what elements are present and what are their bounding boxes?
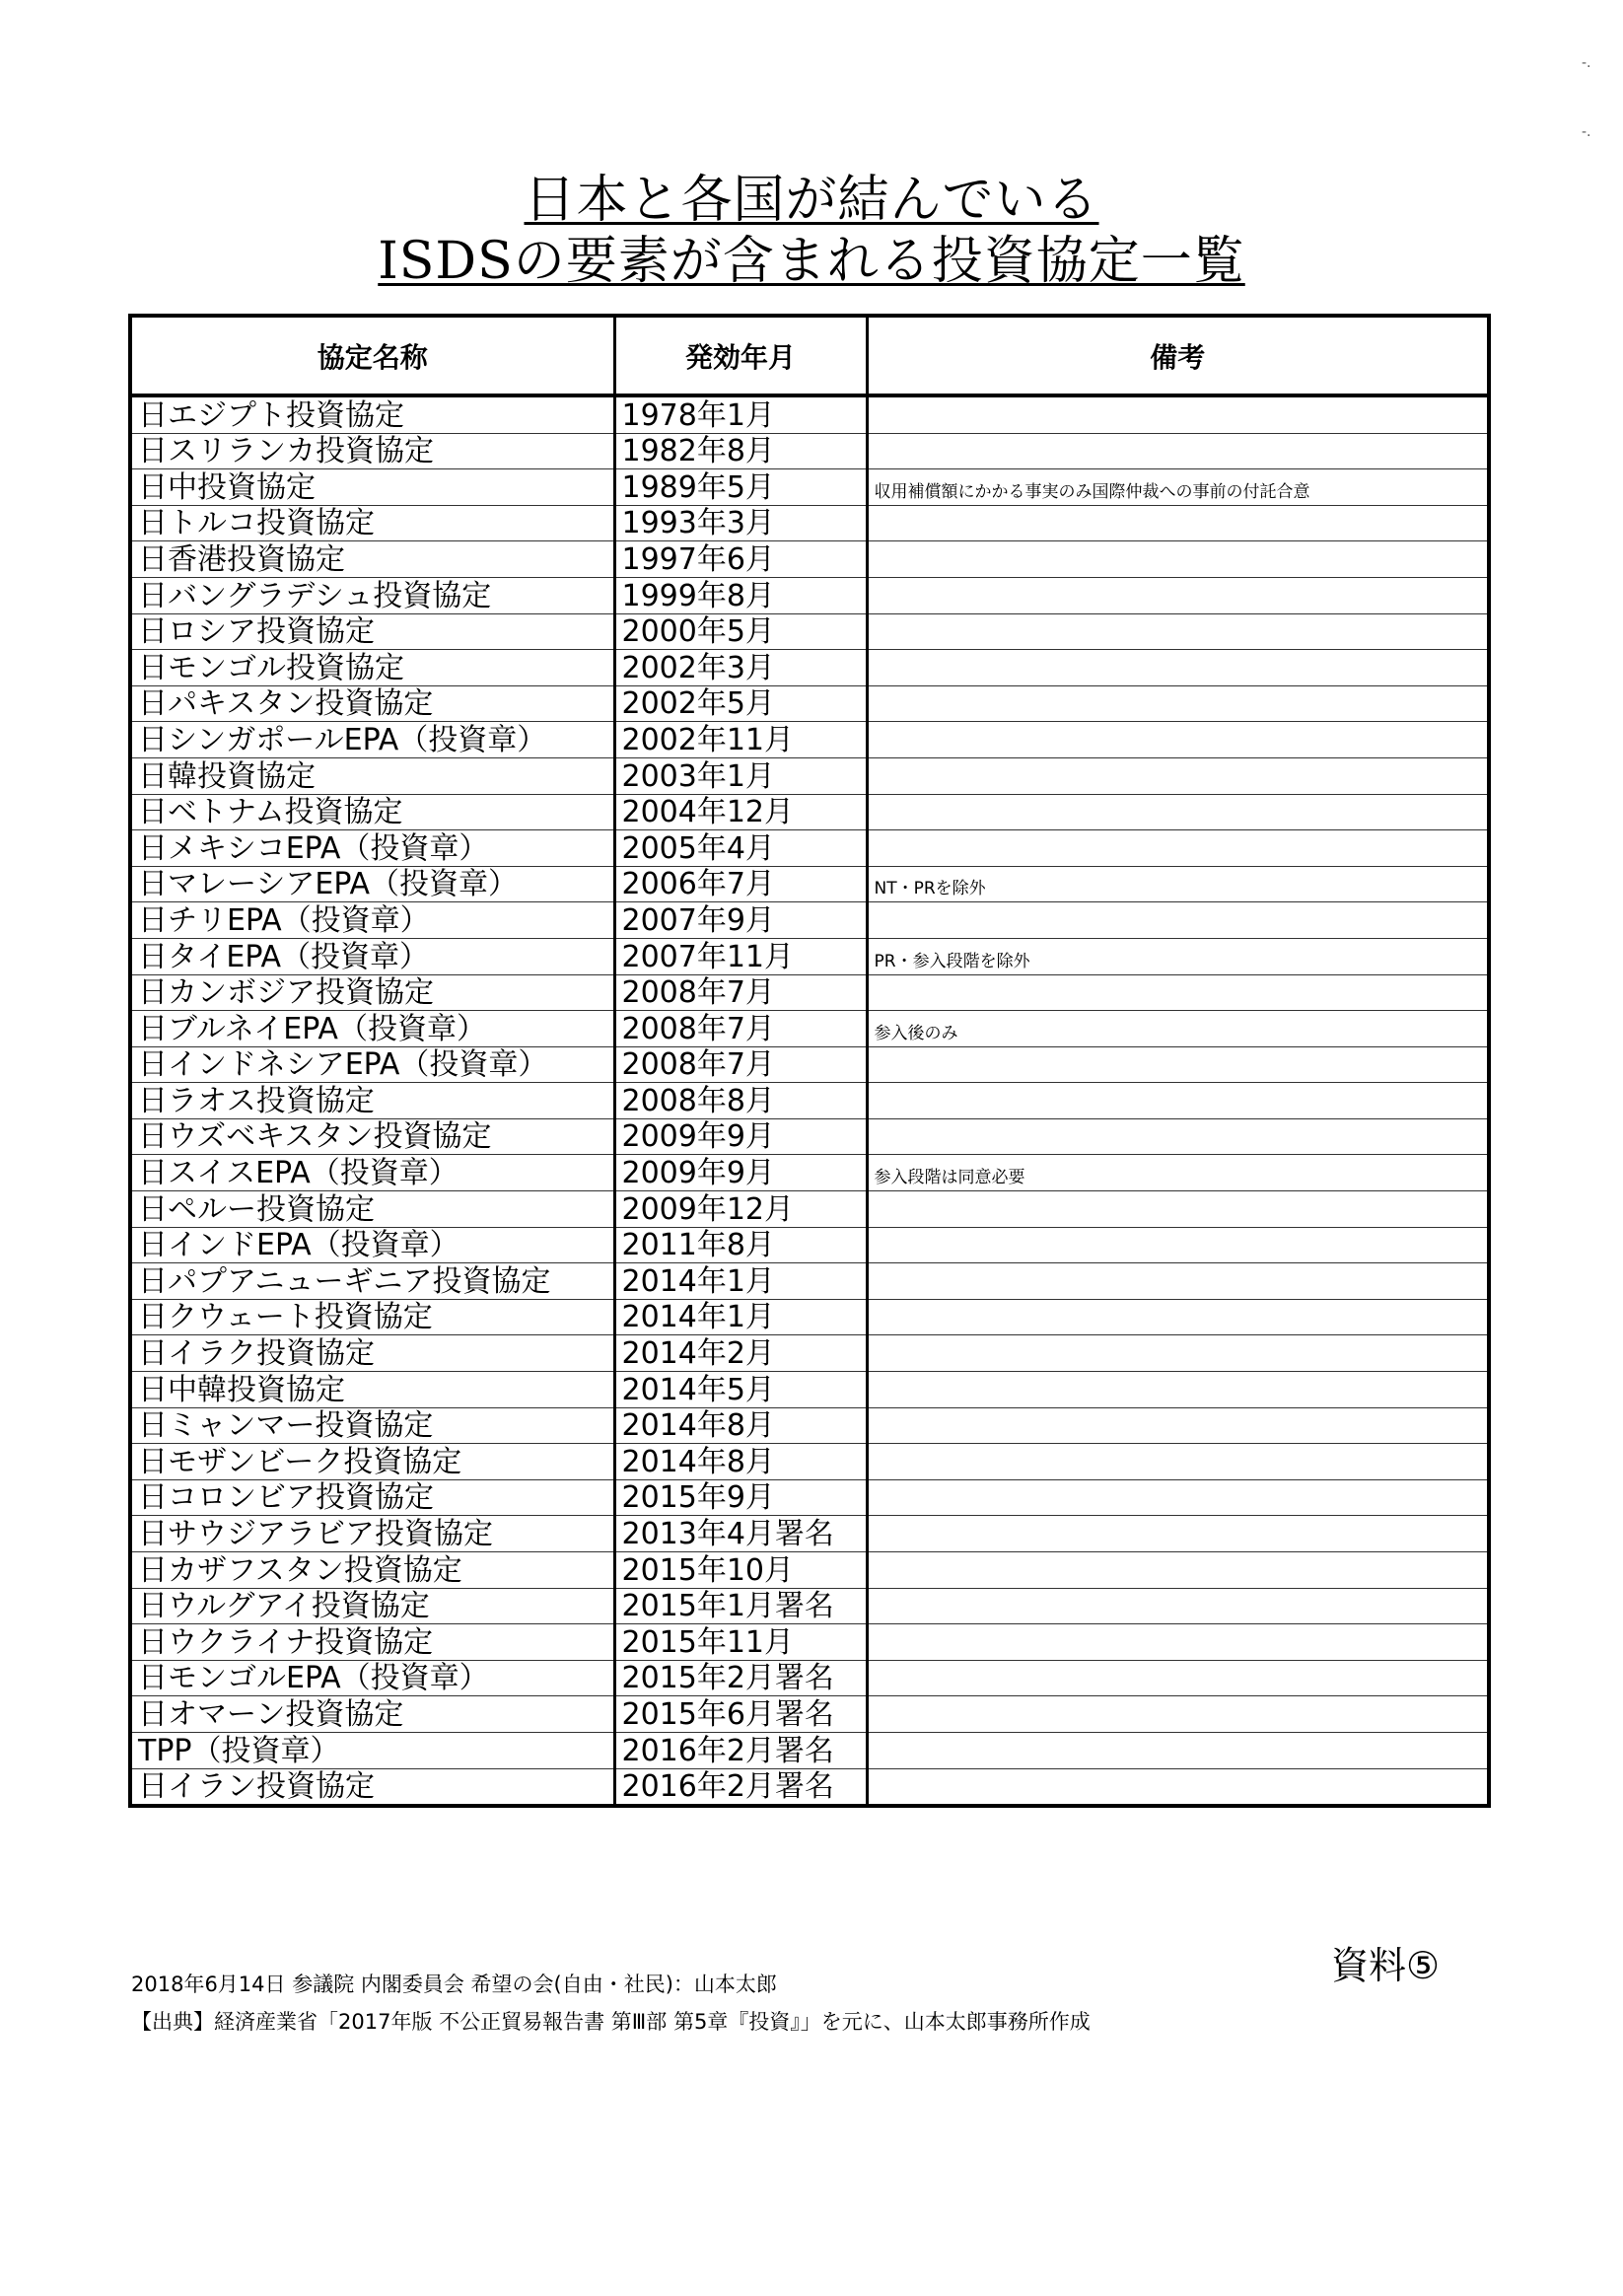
agreement-name-cell: 日モンゴルEPA（投資章） [130, 1660, 614, 1696]
agreement-name-cell: 日香港投資協定 [130, 541, 614, 578]
table-row [130, 757, 1489, 794]
table-row [130, 433, 1489, 469]
effective-date-cell: 1999年8月 [614, 577, 867, 613]
effective-date-cell: 2014年8月 [614, 1407, 867, 1444]
effective-date-cell: 2013年4月署名 [614, 1516, 867, 1552]
remarks-cell [867, 1696, 1489, 1733]
effective-date-cell: 1997年6月 [614, 541, 867, 578]
effective-date-cell: 2015年2月署名 [614, 1660, 867, 1696]
remarks-cell [867, 1552, 1489, 1589]
agreement-name-cell: 日シンガポールEPA（投資章） [130, 722, 614, 758]
table-row [130, 1046, 1489, 1083]
header-effective-date: 発効年月 [614, 316, 867, 395]
table-row [130, 1552, 1489, 1589]
effective-date-cell: 2014年8月 [614, 1444, 867, 1480]
remarks-cell [867, 830, 1489, 867]
agreement-name-cell: 日中投資協定 [130, 469, 614, 506]
effective-date-cell: 2015年9月 [614, 1479, 867, 1516]
table-row [130, 1335, 1489, 1372]
agreement-name-cell: 日インドネシアEPA（投資章） [130, 1046, 614, 1083]
remarks-cell [867, 1624, 1489, 1661]
agreement-name-cell: 日韓投資協定 [130, 757, 614, 794]
scan-mark: -. [1582, 124, 1591, 140]
agreement-name-cell: 日スイスEPA（投資章） [130, 1155, 614, 1191]
effective-date-cell: 2011年8月 [614, 1227, 867, 1263]
table-row [130, 1407, 1489, 1444]
table-row [130, 1263, 1489, 1300]
effective-date-cell: 2009年9月 [614, 1118, 867, 1155]
agreement-name-cell: 日ウズベキスタン投資協定 [130, 1118, 614, 1155]
effective-date-cell: 2015年10月 [614, 1552, 867, 1589]
table-row [130, 974, 1489, 1011]
agreement-name-cell: 日チリEPA（投資章） [130, 902, 614, 939]
effective-date-cell: 2003年1月 [614, 757, 867, 794]
remarks-cell [867, 974, 1489, 1011]
table-row [130, 866, 1489, 902]
effective-date-cell: 2014年5月 [614, 1372, 867, 1408]
table-row [130, 1660, 1489, 1696]
table-row [130, 1588, 1489, 1624]
remarks-cell [867, 505, 1489, 541]
table-row [130, 505, 1489, 541]
agreement-name-cell: 日トルコ投資協定 [130, 505, 614, 541]
agreement-name-cell: 日バングラデシュ投資協定 [130, 577, 614, 613]
agreement-name-cell: 日モザンビーク投資協定 [130, 1444, 614, 1480]
remarks-cell [867, 1118, 1489, 1155]
agreement-name-cell: 日コロンビア投資協定 [130, 1479, 614, 1516]
effective-date-cell: 2008年7月 [614, 1046, 867, 1083]
remarks-cell: NT・PRを除外 [867, 866, 1489, 902]
agreement-name-cell: 日スリランカ投資協定 [130, 433, 614, 469]
effective-date-cell: 2005年4月 [614, 830, 867, 867]
title-line-1: 日本と各国が結んでいる [524, 171, 1099, 230]
table-row [130, 794, 1489, 830]
effective-date-cell: 2014年1月 [614, 1299, 867, 1335]
header-agreement-name: 協定名称 [130, 316, 614, 395]
agreement-name-cell: 日カンボジア投資協定 [130, 974, 614, 1011]
table-row [130, 613, 1489, 650]
remarks-cell [867, 1191, 1489, 1228]
agreement-name-cell: 日ペルー投資協定 [130, 1191, 614, 1228]
effective-date-cell: 1978年1月 [614, 395, 867, 433]
table-row [130, 685, 1489, 722]
effective-date-cell: 2007年9月 [614, 902, 867, 939]
effective-date-cell: 2008年7月 [614, 1011, 867, 1047]
remarks-cell [867, 433, 1489, 469]
agreement-name-cell: 日サウジアラビア投資協定 [130, 1516, 614, 1552]
remarks-cell [867, 722, 1489, 758]
effective-date-cell: 2008年8月 [614, 1083, 867, 1119]
effective-date-cell: 2014年2月 [614, 1335, 867, 1372]
remarks-cell [867, 1407, 1489, 1444]
agreement-name-cell: 日モンゴル投資協定 [130, 650, 614, 686]
agreement-name-cell: 日イラン投資協定 [130, 1768, 614, 1806]
remarks-cell [867, 757, 1489, 794]
effective-date-cell: 2009年12月 [614, 1191, 867, 1228]
agreement-name-cell: 日メキシコEPA（投資章） [130, 830, 614, 867]
table-body [130, 395, 1489, 1806]
effective-date-cell: 2016年2月署名 [614, 1768, 867, 1806]
table-row [130, 1299, 1489, 1335]
remarks-cell [867, 1227, 1489, 1263]
table-row [130, 1083, 1489, 1119]
remarks-cell [867, 650, 1489, 686]
agreement-name-cell: 日ロシア投資協定 [130, 613, 614, 650]
agreement-name-cell: 日ミャンマー投資協定 [130, 1407, 614, 1444]
effective-date-cell: 1993年3月 [614, 505, 867, 541]
agreement-name-cell: 日ラオス投資協定 [130, 1083, 614, 1119]
document-title [0, 170, 1623, 292]
remarks-cell [867, 1046, 1489, 1083]
table-row [130, 938, 1489, 974]
document-label: 資料⑤ [1331, 1944, 1441, 1987]
agreement-name-cell: 日ウルグアイ投資協定 [130, 1588, 614, 1624]
remarks-cell [867, 794, 1489, 830]
agreement-name-cell: 日パキスタン投資協定 [130, 685, 614, 722]
effective-date-cell: 2015年6月署名 [614, 1696, 867, 1733]
effective-date-cell: 2002年11月 [614, 722, 867, 758]
agreement-name-cell: 日マレーシアEPA（投資章） [130, 866, 614, 902]
table-row [130, 650, 1489, 686]
agreement-name-cell: 日エジプト投資協定 [130, 395, 614, 433]
table-row [130, 1516, 1489, 1552]
effective-date-cell: 2014年1月 [614, 1263, 867, 1300]
effective-date-cell: 2008年7月 [614, 974, 867, 1011]
effective-date-cell: 1982年8月 [614, 433, 867, 469]
agreement-name-cell: 日ウクライナ投資協定 [130, 1624, 614, 1661]
table-row [130, 1624, 1489, 1661]
agreement-name-cell: 日オマーン投資協定 [130, 1696, 614, 1733]
remarks-cell [867, 1516, 1489, 1552]
table-row [130, 1444, 1489, 1480]
remarks-cell [867, 395, 1489, 433]
table-row [130, 1118, 1489, 1155]
effective-date-cell: 2015年1月署名 [614, 1588, 867, 1624]
remarks-cell [867, 541, 1489, 578]
table-row [130, 577, 1489, 613]
remarks-cell: PR・参入段階を除外 [867, 938, 1489, 974]
agreement-name-cell: 日ブルネイEPA（投資章） [130, 1011, 614, 1047]
agreement-name-cell: 日ベトナム投資協定 [130, 794, 614, 830]
remarks-cell [867, 1299, 1489, 1335]
remarks-cell [867, 1732, 1489, 1768]
effective-date-cell: 2002年3月 [614, 650, 867, 686]
agreement-name-cell: 日中韓投資協定 [130, 1372, 614, 1408]
remarks-cell [867, 1660, 1489, 1696]
remarks-cell [867, 613, 1489, 650]
table-row [130, 1479, 1489, 1516]
effective-date-cell: 2004年12月 [614, 794, 867, 830]
footer-source-line: 【出典】経済産業省「2017年版 不公正貿易報告書 第Ⅲ部 第5章『投資』」を元に、山本太郎事務所作成 [131, 2010, 1091, 2034]
remarks-cell [867, 577, 1489, 613]
table-row [130, 1768, 1489, 1806]
table-row [130, 830, 1489, 867]
table-row [130, 1696, 1489, 1733]
effective-date-cell: 2009年9月 [614, 1155, 867, 1191]
effective-date-cell: 2006年7月 [614, 866, 867, 902]
table-row [130, 395, 1489, 433]
remarks-cell [867, 1479, 1489, 1516]
agreement-name-cell: 日クウェート投資協定 [130, 1299, 614, 1335]
remarks-cell [867, 685, 1489, 722]
effective-date-cell: 2002年5月 [614, 685, 867, 722]
remarks-cell: 参入後のみ [867, 1011, 1489, 1047]
effective-date-cell: 2007年11月 [614, 938, 867, 974]
table-row [130, 1732, 1489, 1768]
effective-date-cell: 2000年5月 [614, 613, 867, 650]
table-row [130, 1011, 1489, 1047]
agreement-name-cell: 日インドEPA（投資章） [130, 1227, 614, 1263]
remarks-cell [867, 1768, 1489, 1806]
agreement-name-cell: TPP（投資章） [130, 1732, 614, 1768]
scan-mark: -. [1582, 55, 1591, 71]
table-row [130, 1155, 1489, 1191]
remarks-cell: 参入段階は同意必要 [867, 1155, 1489, 1191]
effective-date-cell: 2015年11月 [614, 1624, 867, 1661]
remarks-cell [867, 902, 1489, 939]
table-row [130, 1191, 1489, 1228]
effective-date-cell: 2016年2月署名 [614, 1732, 867, 1768]
remarks-cell [867, 1444, 1489, 1480]
agreement-name-cell: 日パプアニューギニア投資協定 [130, 1263, 614, 1300]
table-row [130, 541, 1489, 578]
remarks-cell [867, 1588, 1489, 1624]
title-line-2: ISDSの要素が含まれる投資協定一覧 [378, 232, 1245, 291]
agreement-name-cell: 日イラク投資協定 [130, 1335, 614, 1372]
agreement-name-cell: 日カザフスタン投資協定 [130, 1552, 614, 1589]
table-row [130, 469, 1489, 506]
agreement-name-cell: 日タイEPA（投資章） [130, 938, 614, 974]
remarks-cell [867, 1083, 1489, 1119]
remarks-cell [867, 1335, 1489, 1372]
header-remarks: 備考 [867, 316, 1489, 395]
table-row [130, 902, 1489, 939]
remarks-cell: 収用補償額にかかる事実のみ国際仲裁への事前の付託合意 [867, 469, 1489, 506]
table-row [130, 722, 1489, 758]
remarks-cell [867, 1372, 1489, 1408]
remarks-cell [867, 1263, 1489, 1300]
table-header-row [130, 316, 1489, 395]
agreements-table [128, 314, 1491, 1808]
footer-date-line: 2018年6月14日 参議院 内閣委員会 希望の会(自由・社民)：山本太郎 [131, 1973, 777, 1996]
table-row [130, 1227, 1489, 1263]
table-row [130, 1372, 1489, 1408]
effective-date-cell: 1989年5月 [614, 469, 867, 506]
